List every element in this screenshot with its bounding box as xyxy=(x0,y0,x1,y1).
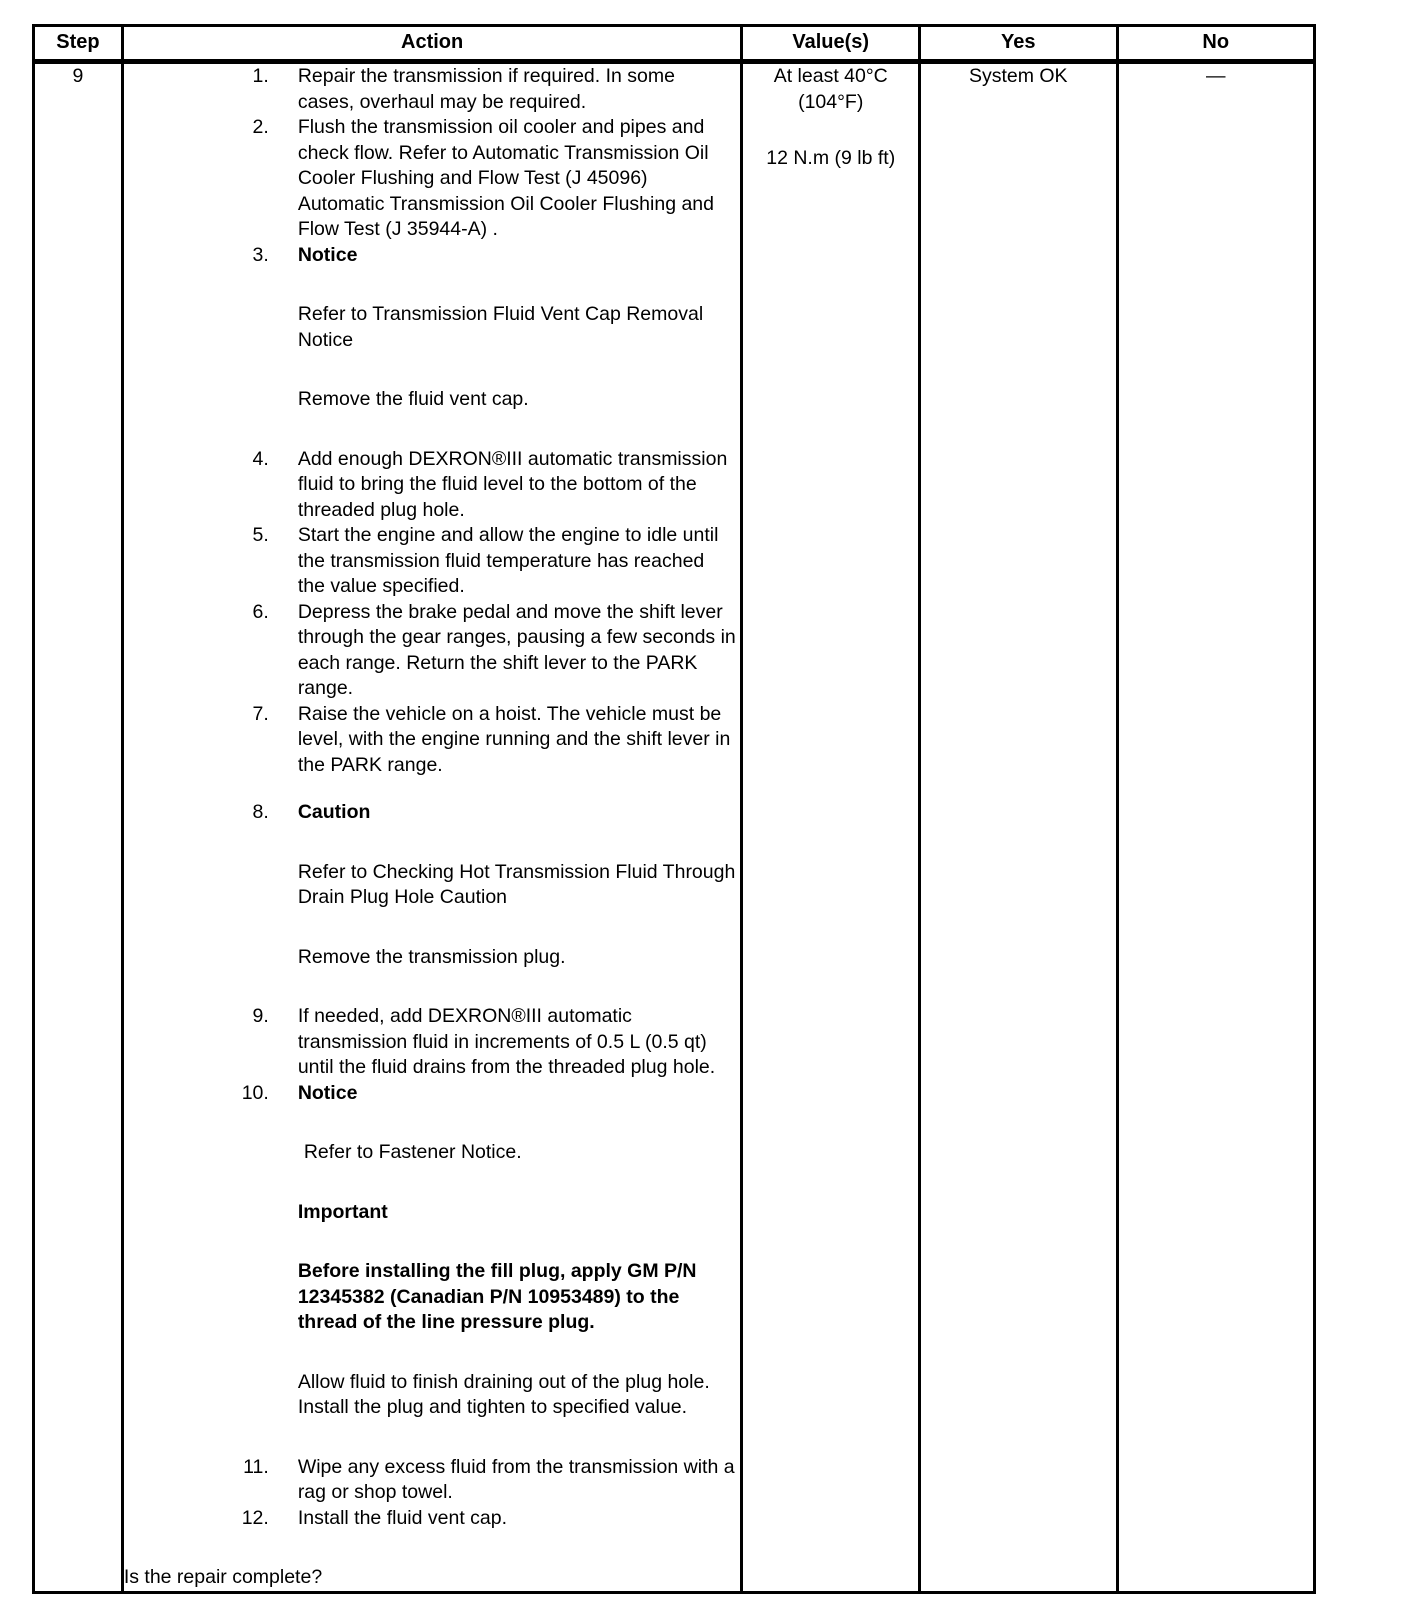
step-num: 9 . xyxy=(124,1004,269,1030)
header-step: Step xyxy=(34,26,123,62)
action-step-12 xyxy=(124,1506,741,1532)
step-num: 8 . xyxy=(124,800,269,826)
notice-refer-text: Refer to Transmission Fluid Vent Cap Removal Notice xyxy=(297,303,704,351)
action-step-11 xyxy=(124,1455,741,1506)
header-no: No xyxy=(1117,26,1315,62)
header-action: Action xyxy=(122,26,742,62)
important-heading: Important xyxy=(297,1200,388,1223)
step-instruction: Allow fluid to finish draining out of the plug hole. Install the plug and tighten to specified value. xyxy=(297,1370,710,1418)
action-steps xyxy=(124,64,741,1531)
notice-refer-text: Refer to Fastener Notice. xyxy=(303,1141,522,1163)
action-step-9 xyxy=(124,1004,741,1081)
step-text: Add enough DEXRON®III automatic transmission fluid to bring the fluid level to the bottom of the threaded plug hole. xyxy=(297,447,728,521)
yes-result: System OK xyxy=(968,65,1068,87)
action-step-8 xyxy=(124,800,741,970)
repair-question: Is the repair complete? xyxy=(123,1566,323,1588)
step-num: 12 . xyxy=(124,1506,269,1532)
no-result: — xyxy=(1206,65,1226,87)
step-num: 5 . xyxy=(124,523,269,549)
no-cell xyxy=(1117,62,1315,1593)
action-step-4 xyxy=(124,447,741,524)
important-text: Before installing the fill plug, apply GM P/N 12345382 (Canadian P/N 10953489) to the thread of the line pressure plug. xyxy=(297,1260,697,1333)
torque-value: 12 N.m (9 lb ft) xyxy=(766,147,896,169)
step-num: 10 . xyxy=(124,1081,269,1107)
step-text: Depress the brake pedal and move the shift lever through the gear ranges, pausing a few seconds in each range. Return the shift lever to the PARK range. xyxy=(297,600,736,699)
step-text: Wipe any excess fluid from the transmission with a rag or shop towel. xyxy=(297,1455,735,1503)
step-instruction: Remove the fluid vent cap. xyxy=(297,388,529,410)
step-num: 7 . xyxy=(124,702,269,728)
action-step-3 xyxy=(124,243,741,413)
action-step-6 xyxy=(124,600,741,702)
caution-refer-text: Refer to Checking Hot Transmission Fluid Through Drain Plug Hole Caution xyxy=(297,860,736,908)
action-step-2 xyxy=(124,115,741,243)
header-values: Value(s) xyxy=(742,26,920,62)
step-instruction: Remove the transmission plug. xyxy=(297,945,566,968)
step-num: 2 . xyxy=(124,115,269,141)
yes-cell xyxy=(920,62,1117,1593)
step-text: Raise the vehicle on a hoist. The vehicle must be level, with the engine running and the shift lever in the PARK range. xyxy=(297,702,731,776)
header-yes: Yes xyxy=(920,26,1117,62)
step-num: 6 . xyxy=(124,600,269,626)
temperature-fahrenheit: (104°F) xyxy=(798,90,864,113)
step-num: 11 . xyxy=(124,1455,269,1481)
step-num: 4 . xyxy=(124,447,269,473)
step-text: Install the fluid vent cap. xyxy=(297,1506,508,1529)
notice-heading: Notice xyxy=(297,243,358,266)
step-text: Flush the transmission oil cooler and pipes and check flow. Refer to Automatic Transmission Oil Cooler Flushing and Flow Test (J 45096) Automatic Transmission Oil Cooler Flushing and Flow Test (J 35944-A) . xyxy=(297,116,714,240)
temperature-celsius: At least 40°C xyxy=(773,65,888,87)
step-text: Repair the transmission if required. In some cases, overhaul may be required. xyxy=(297,65,675,113)
action-step-1 xyxy=(124,64,741,115)
header-row xyxy=(34,26,1315,62)
action-cell xyxy=(122,62,742,1593)
notice-heading: Notice xyxy=(297,1081,358,1104)
action-step-5 xyxy=(124,523,741,600)
values-cell xyxy=(742,62,920,1593)
step-text: Start the engine and allow the engine to idle until the transmission fluid temperature has reached the value specified. xyxy=(297,524,719,597)
diagnostic-table xyxy=(32,24,1316,1594)
action-step-10 xyxy=(124,1081,741,1421)
step-num: 3 . xyxy=(124,243,269,269)
step-number: 9 xyxy=(34,62,123,1593)
step-num: 1 . xyxy=(124,64,269,90)
action-step-7 xyxy=(124,702,741,779)
step-text: If needed, add DEXRON®III automatic transmission fluid in increments of 0.5 L (0.5 qt) until the fluid drains from the threaded plug hole. xyxy=(297,1005,716,1078)
table-row xyxy=(34,62,1315,1593)
caution-heading: Caution xyxy=(297,801,371,823)
